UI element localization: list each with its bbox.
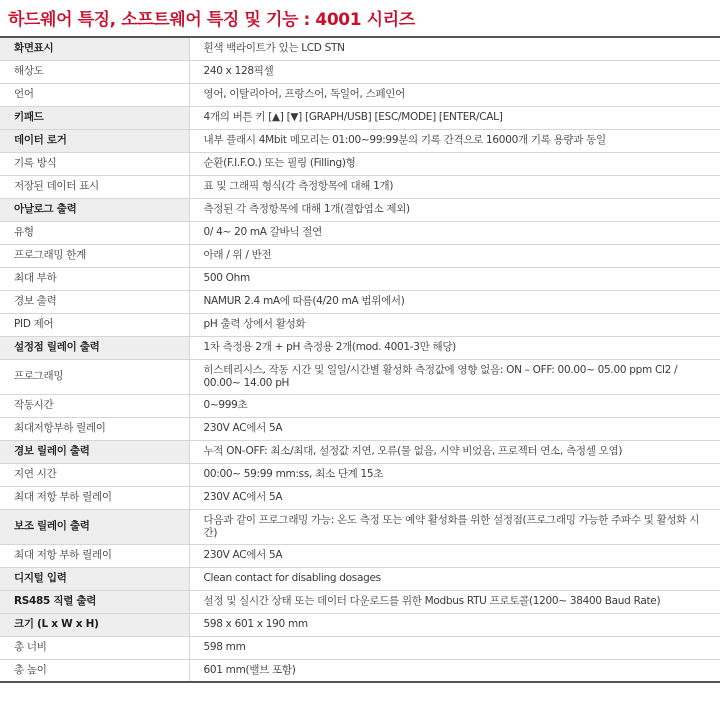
row-value: 순환(F.I.F.O.) 또는 필링 (Filling)형: [189, 152, 720, 175]
table-row: [0, 394, 720, 417]
table-row: [0, 60, 720, 83]
table-row: [0, 359, 720, 394]
row-label: 아날로그 출력: [0, 198, 189, 221]
table-row: [0, 313, 720, 336]
table-row: [0, 659, 720, 682]
row-value: 598 mm: [189, 636, 720, 659]
row-label: 최대 부하: [0, 267, 189, 290]
row-label: 데이터 로거: [0, 129, 189, 152]
row-value: Clean contact for disabling dosages: [189, 567, 720, 590]
row-label: 최대저항부하 릴레이: [0, 417, 189, 440]
table-row: [0, 106, 720, 129]
row-label: 언어: [0, 83, 189, 106]
row-value: 히스테리시스, 작동 시간 및 일일/시간별 활성화 측정값에 영향 없음: ON – OFF: 00.00~ 05.00 ppm Cl2 / 00.00~ 14.00 pH: [189, 359, 720, 394]
row-label: 유형: [0, 221, 189, 244]
row-value: 0/ 4~ 20 mA 갈바닉 절연: [189, 221, 720, 244]
table-row: [0, 198, 720, 221]
table-row: [0, 509, 720, 544]
row-label: 지연 시간: [0, 463, 189, 486]
row-label: 경보 릴레이 출력: [0, 440, 189, 463]
row-label: 총 높이: [0, 659, 189, 682]
row-value: 내부 플래시 4Mbit 메모리는 01:00~99:99분의 기록 간격으로 16000개 기록 용량과 동일: [189, 129, 720, 152]
table-row: [0, 244, 720, 267]
table-row: [0, 83, 720, 106]
table-row: [0, 152, 720, 175]
table-row: [0, 290, 720, 313]
row-label: RS485 직렬 출력: [0, 590, 189, 613]
row-label: 크기 (L x W x H): [0, 613, 189, 636]
row-label: PID 제어: [0, 313, 189, 336]
row-value: 0~999초: [189, 394, 720, 417]
row-value: 230V AC에서 5A: [189, 544, 720, 567]
row-value: 설정 및 실시간 상태 또는 데이터 다운로드를 위한 Modbus RTU 프로토콜(1200~ 38400 Baud Rate): [189, 590, 720, 613]
table-row: [0, 336, 720, 359]
row-value: 표 및 그래픽 형식(각 측정항목에 대해 1개): [189, 175, 720, 198]
table-row: [0, 486, 720, 509]
row-label: 보조 릴레이 출력: [0, 509, 189, 544]
row-value: 601 mm(밸브 포함): [189, 659, 720, 682]
table-row: [0, 463, 720, 486]
row-value: 4개의 버튼 키 [▲] [▼] [GRAPH/USB] [ESC/MODE] [ENTER/CAL]: [189, 106, 720, 129]
table-row: [0, 440, 720, 463]
table-row: [0, 636, 720, 659]
table-row: [0, 129, 720, 152]
row-label: 최대 저항 부하 릴레이: [0, 486, 189, 509]
page-title: 하드웨어 특징, 소프트웨어 특징 및 기능 : 4001 시리즈: [8, 10, 415, 30]
row-value: 아래 / 위 / 반전: [189, 244, 720, 267]
table-row: [0, 613, 720, 636]
row-label: 프로그래밍 한계: [0, 244, 189, 267]
row-label: 총 너비: [0, 636, 189, 659]
table-row: [0, 590, 720, 613]
table-row: [0, 544, 720, 567]
row-label: 작동시간: [0, 394, 189, 417]
row-label: 저장된 데이터 표시: [0, 175, 189, 198]
table-row: [0, 417, 720, 440]
spec-table: [0, 36, 720, 683]
table-row: [0, 175, 720, 198]
table-row: [0, 567, 720, 590]
row-value: 500 Ohm: [189, 267, 720, 290]
row-label: 해상도: [0, 60, 189, 83]
row-value: 230V AC에서 5A: [189, 486, 720, 509]
row-value: 240 x 128픽셀: [189, 60, 720, 83]
row-label: 프로그래밍: [0, 359, 189, 394]
row-label: 설정점 릴레이 출력: [0, 336, 189, 359]
table-row: [0, 267, 720, 290]
table-row: [0, 221, 720, 244]
table-row: [0, 37, 720, 60]
row-value: 영어, 이탈리아어, 프랑스어, 독일어, 스페인어: [189, 83, 720, 106]
row-value: 다음과 같이 프로그래밍 가능: 온도 측정 또는 예약 활성화를 위한 설정점(프로그래밍 가능한 주파수 및 활성화 시간): [189, 509, 720, 544]
row-value: 230V AC에서 5A: [189, 417, 720, 440]
row-label: 화면표시: [0, 37, 189, 60]
row-value: pH 출력 상에서 활성화: [189, 313, 720, 336]
row-value: 누적 ON-OFF: 최소/최대, 설정값 지연, 오류(물 없음, 시약 비었음, 프로젝터 연소, 측정셀 오염): [189, 440, 720, 463]
row-label: 키패드: [0, 106, 189, 129]
row-value: 00:00~ 59:99 mm:ss, 최소 단계 15초: [189, 463, 720, 486]
row-value: 흰색 백라이트가 있는 LCD STN: [189, 37, 720, 60]
row-label: 최대 저항 부하 릴레이: [0, 544, 189, 567]
row-value: 1차 측정용 2개 + pH 측정용 2개(mod. 4001-3만 해당): [189, 336, 720, 359]
row-label: 경보 출력: [0, 290, 189, 313]
row-label: 기록 방식: [0, 152, 189, 175]
row-value: 측정된 각 측정항목에 대해 1개(결합염소 제외): [189, 198, 720, 221]
row-value: NAMUR 2.4 mA에 따름(4/20 mA 범위에서): [189, 290, 720, 313]
row-label: 디지털 입력: [0, 567, 189, 590]
row-value: 598 x 601 x 190 mm: [189, 613, 720, 636]
